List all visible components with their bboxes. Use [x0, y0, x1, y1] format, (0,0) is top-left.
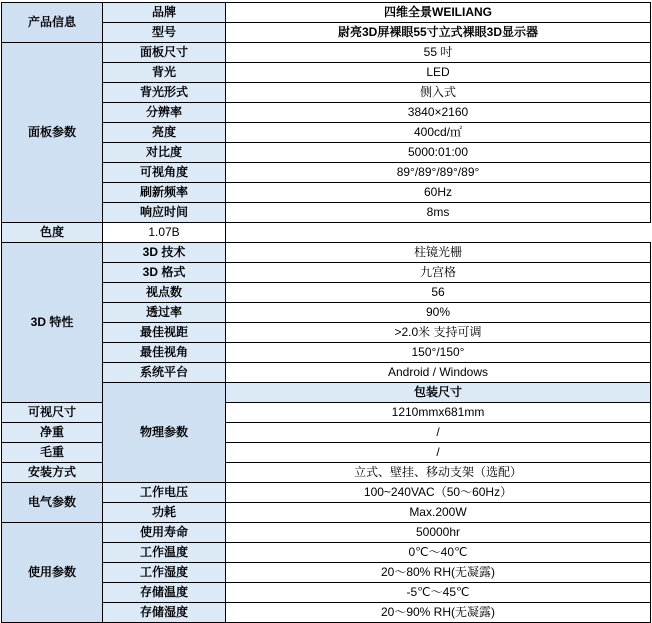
param-cell-backlight-type: 背光形式: [103, 83, 226, 103]
value-cell-backlight: LED: [226, 63, 651, 83]
param-cell-response-time: 响应时间: [103, 203, 226, 223]
param-cell-backlight: 背光: [103, 63, 226, 83]
param-cell-optimal-angle: 最佳视角: [103, 343, 226, 363]
param-cell-lifespan: 使用寿命: [103, 523, 226, 543]
value-cell-working-humidity: 20～80% RH(无凝露): [226, 563, 651, 583]
param-cell-storage-temperature: 存储温度: [103, 583, 226, 603]
value-cell-brightness: 400cd/㎡: [226, 123, 651, 143]
group-cell-usage-params: 使用参数: [2, 523, 103, 623]
value-cell-response-time: 8ms: [226, 203, 651, 223]
param-cell-brightness: 亮度: [103, 123, 226, 143]
param-cell-system-platform: 系统平台: [103, 363, 226, 383]
value-cell-gross-weight: /: [226, 443, 651, 463]
param-cell-viewpoints: 视点数: [103, 283, 226, 303]
group-cell-3d-features: 3D 特性: [2, 243, 103, 403]
param-cell-visible-size: 可视尺寸: [2, 403, 103, 423]
value-cell-contrast: 5000:01:00: [226, 143, 651, 163]
param-cell-power-consumption: 功耗: [103, 503, 226, 523]
value-cell-viewpoints: 56: [226, 283, 651, 303]
specification-table: [1, 2, 651, 623]
value-cell-brand: 四维全景WEILIANG: [226, 3, 651, 23]
param-cell-3d-format: 3D 格式: [103, 263, 226, 283]
value-cell-optimal-distance: >2.0米 支持可调: [226, 323, 651, 343]
specification-table-body: [2, 3, 651, 623]
param-cell-net-weight: 净重: [2, 423, 103, 443]
value-cell-net-weight: /: [226, 423, 651, 443]
value-cell-3d-technology: 柱镜光栅: [226, 243, 651, 263]
param-cell-viewing-angle: 可视角度: [103, 163, 226, 183]
value-cell-storage-humidity: 20～90% RH(无凝露): [226, 603, 651, 623]
value-cell-viewing-angle: 89°/89°/89°/89°: [226, 163, 651, 183]
param-cell-panel-size: 面板尺寸: [103, 43, 226, 63]
table-row: [2, 243, 651, 263]
param-cell-color-depth: 色度: [2, 223, 103, 243]
param-cell-resolution: 分辨率: [103, 103, 226, 123]
table-row: [2, 3, 651, 23]
param-cell-3d-technology: 3D 技术: [103, 243, 226, 263]
value-cell-working-temperature: 0℃～40℃: [226, 543, 651, 563]
value-cell-working-voltage: 100~240VAC（50～60Hz）: [226, 483, 651, 503]
table-row: [2, 463, 651, 483]
param-cell-package-size: 包装尺寸: [226, 383, 651, 403]
param-cell-working-humidity: 工作湿度: [103, 563, 226, 583]
value-cell-transmittance: 90%: [226, 303, 651, 323]
value-cell-visible-size: 1210mmx681mm: [226, 403, 651, 423]
param-cell-optimal-distance: 最佳视距: [103, 323, 226, 343]
value-cell-model: 尉亮3D屏裸眼55寸立式裸眼3D显示器: [226, 23, 651, 43]
value-cell-system-platform: Android / Windows: [226, 363, 651, 383]
value-cell-resolution: 3840×2160: [226, 103, 651, 123]
table-row: [2, 423, 651, 443]
value-cell-installation: 立式、壁挂、移动支架（选配）: [226, 463, 651, 483]
value-cell-color-depth: 1.07B: [103, 223, 226, 243]
value-cell-3d-format: 九宫格: [226, 263, 651, 283]
value-cell-optimal-angle: 150°/150°: [226, 343, 651, 363]
value-cell-lifespan: 50000hr: [226, 523, 651, 543]
value-cell-storage-temperature: -5℃～45℃: [226, 583, 651, 603]
group-cell-panel-params: 面板参数: [2, 43, 103, 223]
param-cell-storage-humidity: 存储湿度: [103, 603, 226, 623]
table-row: [2, 483, 651, 503]
param-cell-refresh-rate: 刷新频率: [103, 183, 226, 203]
table-row: [2, 443, 651, 463]
param-cell-brand: 品牌: [103, 3, 226, 23]
group-cell-product-info: 产品信息: [2, 3, 103, 43]
table-row: [2, 403, 651, 423]
table-row: [2, 523, 651, 543]
param-cell-gross-weight: 毛重: [2, 443, 103, 463]
value-cell-panel-size: 55 吋: [226, 43, 651, 63]
param-cell-working-voltage: 工作电压: [103, 483, 226, 503]
value-cell-power-consumption: Max.200W: [226, 503, 651, 523]
group-cell-physical-params: 物理参数: [103, 383, 226, 483]
value-cell-backlight-type: 侧入式: [226, 83, 651, 103]
group-cell-electrical-params: 电气参数: [2, 483, 103, 523]
value-cell-refresh-rate: 60Hz: [226, 183, 651, 203]
param-cell-contrast: 对比度: [103, 143, 226, 163]
param-cell-installation: 安装方式: [2, 463, 103, 483]
param-cell-model: 型号: [103, 23, 226, 43]
table-row: [2, 223, 651, 243]
table-row: [2, 43, 651, 63]
param-cell-transmittance: 透过率: [103, 303, 226, 323]
param-cell-working-temperature: 工作温度: [103, 543, 226, 563]
